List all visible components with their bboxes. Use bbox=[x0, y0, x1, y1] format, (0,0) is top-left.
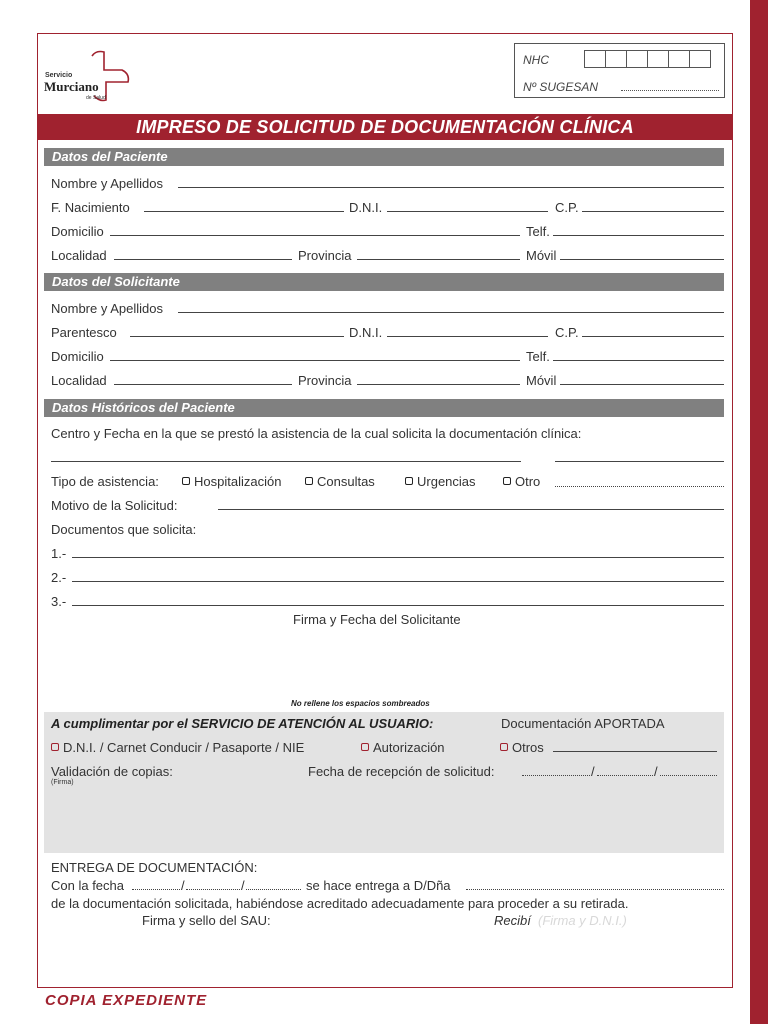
entrega-mes-field[interactable] bbox=[186, 889, 240, 890]
solicitante-provincia-label: Provincia bbox=[298, 373, 352, 388]
otro-field[interactable] bbox=[555, 486, 724, 487]
paciente-nombre-field[interactable] bbox=[178, 187, 724, 188]
section-historicos-heading: Datos Históricos del Paciente bbox=[44, 399, 724, 417]
paciente-localidad-field[interactable] bbox=[114, 259, 292, 260]
section-paciente-heading: Datos del Paciente bbox=[44, 148, 724, 166]
sau-heading-documentacion: Documentación APORTADA bbox=[501, 716, 665, 731]
logo-text-salud: de Salud bbox=[86, 95, 106, 101]
documento-2-field[interactable] bbox=[72, 581, 724, 582]
checkbox-otro[interactable] bbox=[503, 477, 511, 485]
paciente-provincia-label: Provincia bbox=[298, 248, 352, 263]
motivo-field[interactable] bbox=[218, 509, 724, 510]
fecha-recepcion-label: Fecha de recepción de solicitud: bbox=[308, 764, 495, 779]
entrega-dia-field[interactable] bbox=[132, 889, 180, 890]
solicitante-dni-field[interactable] bbox=[387, 336, 548, 337]
recepcion-slash-2: / bbox=[654, 764, 658, 779]
recibi-hint: (Firma y D.N.I.) bbox=[538, 913, 627, 928]
entrega-slash-2: / bbox=[241, 878, 245, 893]
nhc-cell[interactable] bbox=[668, 50, 690, 68]
paciente-dni-field[interactable] bbox=[387, 211, 548, 212]
otros-field[interactable] bbox=[553, 751, 717, 752]
logo-text-servicio: Servicio bbox=[45, 72, 73, 79]
recibi-label: Recibí bbox=[494, 913, 531, 928]
paciente-telf-label: Telf. bbox=[526, 224, 550, 239]
form-title: IMPRESO DE SOLICITUD DE DOCUMENTACIÓN CLÍNICA bbox=[37, 114, 733, 140]
paciente-cp-field[interactable] bbox=[582, 211, 724, 212]
entrega-heading: ENTREGA DE DOCUMENTACIÓN: bbox=[51, 860, 258, 875]
solicitante-cp-field[interactable] bbox=[582, 336, 724, 337]
checkbox-urgencias[interactable] bbox=[405, 477, 413, 485]
option-consultas-label: Consultas bbox=[317, 474, 375, 489]
entrega-slash-1: / bbox=[181, 878, 185, 893]
documento-2-label: 2.- bbox=[51, 570, 67, 585]
tipo-asistencia-label: Tipo de asistencia: bbox=[51, 474, 159, 489]
entrega-hace-entrega-label: se hace entrega a D/Dña bbox=[306, 878, 451, 893]
section-solicitante-heading: Datos del Solicitante bbox=[44, 273, 724, 291]
nhc-cell[interactable] bbox=[584, 50, 606, 68]
paciente-domicilio-label: Domicilio bbox=[51, 224, 104, 239]
solicitante-parentesco-label: Parentesco bbox=[51, 325, 117, 340]
solicitante-movil-field[interactable] bbox=[560, 384, 724, 385]
solicitante-nombre-field[interactable] bbox=[178, 312, 724, 313]
sugesan-field[interactable] bbox=[621, 90, 719, 91]
checkbox-otros[interactable] bbox=[500, 743, 508, 751]
solicitante-parentesco-field[interactable] bbox=[130, 336, 344, 337]
documento-3-label: 3.- bbox=[51, 594, 67, 609]
solicitante-telf-label: Telf. bbox=[526, 349, 550, 364]
recepcion-mes-field[interactable] bbox=[597, 775, 653, 776]
sau-heading: A cumplimentar por el SERVICIO DE ATENCIÓN AL USUARIO: bbox=[51, 716, 434, 731]
sugesan-label: Nº SUGESAN bbox=[523, 80, 599, 94]
recepcion-dia-field[interactable] bbox=[522, 775, 590, 776]
paciente-telf-field[interactable] bbox=[553, 235, 724, 236]
logo-text-murciano: Murciano bbox=[44, 79, 99, 94]
validacion-copias-label: Validación de copias: bbox=[51, 764, 173, 779]
paciente-nacimiento-label: F. Nacimiento bbox=[51, 200, 130, 215]
motivo-label: Motivo de la Solicitud: bbox=[51, 498, 178, 513]
paciente-localidad-label: Localidad bbox=[51, 248, 107, 263]
paciente-nombre-label: Nombre y Apellidos bbox=[51, 176, 163, 191]
paciente-nacimiento-field[interactable] bbox=[144, 211, 344, 212]
sau-shaded-area bbox=[44, 712, 724, 853]
recepcion-slash-1: / bbox=[591, 764, 595, 779]
historicos-centro-field[interactable] bbox=[51, 461, 521, 462]
nhc-input-cells[interactable] bbox=[585, 50, 711, 68]
historicos-centro-label: Centro y Fecha en la que se prestó la asistencia de la cual solicita la documentación clínica: bbox=[51, 426, 582, 441]
solicitante-nombre-label: Nombre y Apellidos bbox=[51, 301, 163, 316]
documento-3-field[interactable] bbox=[72, 605, 724, 606]
documento-1-field[interactable] bbox=[72, 557, 724, 558]
nhc-cell[interactable] bbox=[605, 50, 627, 68]
documento-1-label: 1.- bbox=[51, 546, 67, 561]
recepcion-anio-field[interactable] bbox=[660, 775, 717, 776]
nhc-cell[interactable] bbox=[689, 50, 711, 68]
nhc-label: NHC bbox=[523, 53, 549, 67]
option-urgencias-label: Urgencias bbox=[417, 474, 476, 489]
option-otro-label: Otro bbox=[515, 474, 541, 489]
right-edge-stripe bbox=[750, 0, 768, 1024]
firma-solicitante-label: Firma y Fecha del Solicitante bbox=[293, 612, 461, 627]
solicitante-cp-label: C.P. bbox=[555, 325, 579, 340]
solicitante-telf-field[interactable] bbox=[553, 360, 724, 361]
solicitante-provincia-field[interactable] bbox=[357, 384, 520, 385]
firma-sau-label: Firma y sello del SAU: bbox=[142, 913, 271, 928]
paciente-provincia-field[interactable] bbox=[357, 259, 520, 260]
historicos-fecha-field[interactable] bbox=[555, 461, 724, 462]
solicitante-domicilio-label: Domicilio bbox=[51, 349, 104, 364]
paciente-cp-label: C.P. bbox=[555, 200, 579, 215]
firma-small-label: (Firma) bbox=[51, 779, 74, 786]
option-dni-carnet-label: D.N.I. / Carnet Conducir / Pasaporte / NIE bbox=[63, 740, 305, 755]
solicitante-dni-label: D.N.I. bbox=[349, 325, 383, 340]
checkbox-dni-carnet[interactable] bbox=[51, 743, 59, 751]
firma-solicitante-area[interactable] bbox=[250, 632, 550, 687]
paciente-dni-label: D.N.I. bbox=[349, 200, 383, 215]
checkbox-hospitalizacion[interactable] bbox=[182, 477, 190, 485]
entrega-texto: de la documentación solicitada, habiéndose acreditado adecuadamente para proceder a su retirada. bbox=[51, 896, 629, 911]
entrega-nombre-field[interactable] bbox=[466, 889, 724, 890]
paciente-movil-label: Móvil bbox=[526, 248, 557, 263]
checkbox-consultas[interactable] bbox=[305, 477, 313, 485]
solicitante-localidad-field[interactable] bbox=[114, 384, 292, 385]
option-otros-label: Otros bbox=[512, 740, 544, 755]
solicitante-domicilio-field[interactable] bbox=[110, 360, 520, 361]
solicitante-movil-label: Móvil bbox=[526, 373, 557, 388]
entrega-anio-field[interactable] bbox=[246, 889, 301, 890]
solicitante-localidad-label: Localidad bbox=[51, 373, 107, 388]
no-rellene-notice: No rellene los espacios sombreados bbox=[291, 699, 430, 708]
option-hospitalizacion-label: Hospitalización bbox=[194, 474, 282, 489]
documentos-label: Documentos que solicita: bbox=[51, 522, 197, 537]
copia-expediente-footer: COPIA EXPEDIENTE bbox=[45, 992, 208, 1009]
entrega-con-fecha-label: Con la fecha bbox=[51, 878, 124, 893]
option-autorizacion-label: Autorización bbox=[373, 740, 445, 755]
paciente-movil-field[interactable] bbox=[560, 259, 724, 260]
paciente-domicilio-field[interactable] bbox=[110, 235, 520, 236]
checkbox-autorizacion[interactable] bbox=[361, 743, 369, 751]
nhc-cell[interactable] bbox=[626, 50, 648, 68]
nhc-cell[interactable] bbox=[647, 50, 669, 68]
